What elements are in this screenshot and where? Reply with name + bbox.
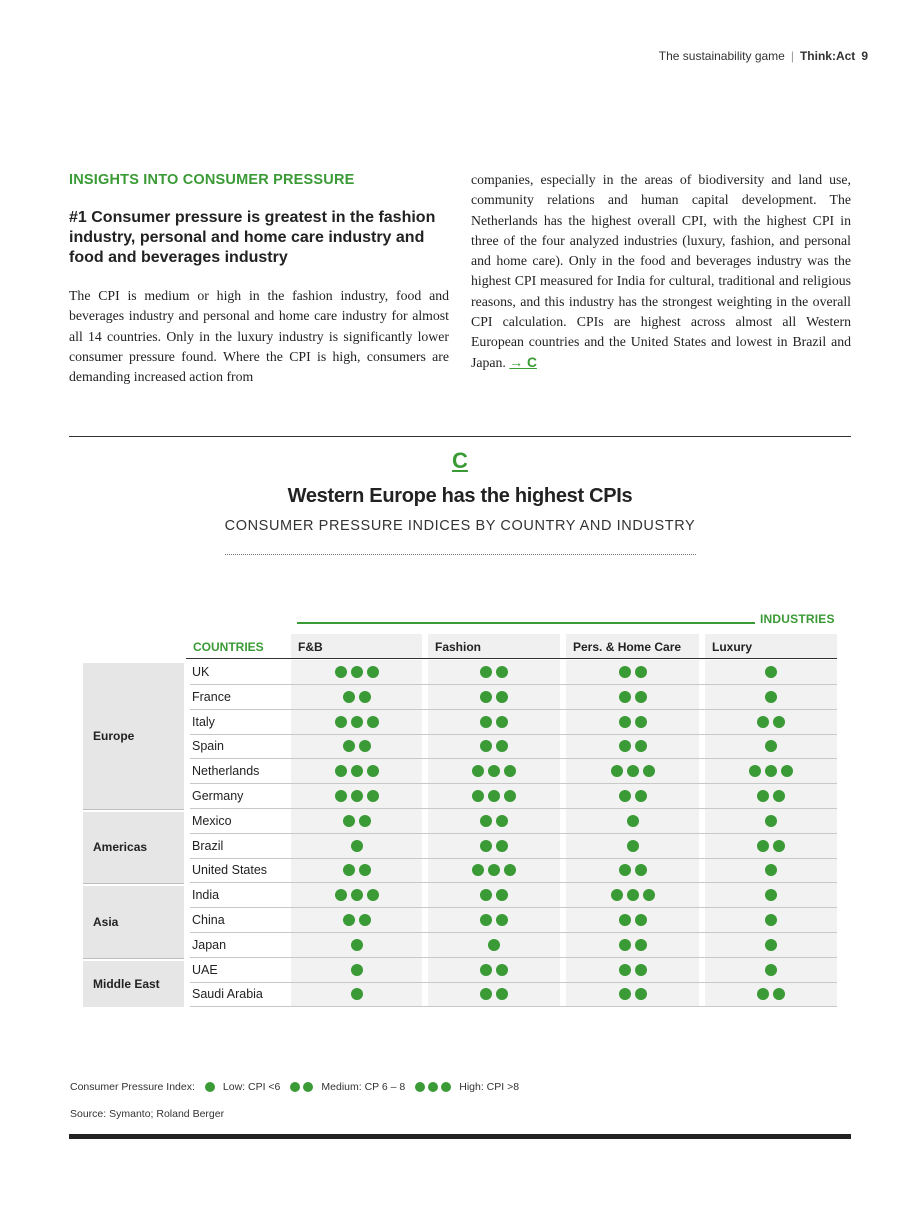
cpi-cell: [705, 834, 837, 858]
cpi-dot-icon: [627, 889, 639, 901]
cpi-dot-icon: [367, 716, 379, 728]
cpi-dot-icon: [359, 740, 371, 752]
cpi-dot-icon: [351, 716, 363, 728]
cpi-dot-icon: [765, 666, 777, 678]
cpi-dot-icon: [781, 765, 793, 777]
cpi-dot-icon: [627, 765, 639, 777]
cpi-dot-icon: [757, 790, 769, 802]
cpi-dot-icon: [480, 964, 492, 976]
legend-item-label: Low: CPI <6: [222, 1081, 281, 1093]
cpi-dot-icon: [635, 964, 647, 976]
cpi-cell: [291, 883, 422, 907]
article-column-right: [471, 170, 851, 373]
cpi-dot-icon: [619, 964, 631, 976]
region-label: Europe: [83, 663, 184, 809]
industry-column-header: Pers. & Home Care: [566, 634, 699, 659]
cpi-dot-icon: [480, 666, 492, 678]
page-number: 9: [861, 49, 868, 63]
cpi-cell: [291, 759, 422, 783]
cpi-dot-icon: [351, 988, 363, 1000]
cpi-dot-icon: [504, 864, 516, 876]
cpi-dot-icon: [290, 1082, 300, 1092]
arrow-right-icon: →: [509, 354, 524, 370]
cpi-dot-icon: [765, 740, 777, 752]
cpi-cell: [566, 958, 699, 982]
table-row: [190, 982, 837, 1007]
region-label: Americas: [83, 812, 184, 883]
cpi-cell: [428, 710, 560, 734]
cpi-dot-icon: [205, 1082, 215, 1092]
cpi-dot-icon: [488, 864, 500, 876]
cpi-dot-icon: [635, 716, 647, 728]
cpi-dot-icon: [343, 740, 355, 752]
page-header: [659, 49, 868, 63]
legend-item-label: Medium: CP 6 – 8: [321, 1081, 406, 1093]
cpi-dot-icon: [619, 666, 631, 678]
figure-title: Western Europe has the highest CPIs: [287, 485, 633, 507]
cpi-dot-icon: [496, 914, 508, 926]
cpi-dot-icon: [472, 790, 484, 802]
country-name: Spain: [192, 739, 224, 754]
cpi-cell: [566, 809, 699, 833]
cpi-dot-icon: [635, 939, 647, 951]
cpi-cell: [428, 784, 560, 808]
cpi-dot-icon: [496, 840, 508, 852]
cpi-cell: [566, 908, 699, 932]
region-divider: [83, 809, 184, 810]
cpi-dot-icon: [765, 914, 777, 926]
legend-item-label: High: CPI >8: [459, 1081, 520, 1093]
cpi-dot-icon: [635, 914, 647, 926]
legend-title: Consumer Pressure Index:: [70, 1081, 195, 1093]
section-subhead: #1 Consumer pressure is greatest in the fashion industry, personal and home care industry and food and beverages industry: [69, 209, 436, 266]
cpi-dot-icon: [359, 914, 371, 926]
cpi-dot-icon: [496, 740, 508, 752]
cpi-cell: [428, 883, 560, 907]
cpi-dot-icon: [635, 666, 647, 678]
cpi-cell: [705, 759, 837, 783]
figure-dotted-divider: [225, 554, 696, 555]
cpi-dot-icon: [351, 765, 363, 777]
cpi-dot-icon: [619, 716, 631, 728]
cpi-cell: [705, 933, 837, 957]
cpi-cell: [428, 809, 560, 833]
cpi-dot-icon: [504, 765, 516, 777]
cpi-dot-icon: [643, 765, 655, 777]
cpi-dot-icon: [611, 765, 623, 777]
cpi-dot-icon: [619, 914, 631, 926]
cpi-cell: [291, 834, 422, 858]
publication-title: The sustainability game: [658, 49, 785, 63]
cpi-dot-icon: [765, 939, 777, 951]
table-row: [190, 883, 837, 908]
cpi-cell: [566, 982, 699, 1006]
cpi-dot-icon: [504, 790, 516, 802]
country-name: France: [192, 689, 231, 704]
cpi-dot-icon: [773, 988, 785, 1000]
country-name: China: [192, 913, 225, 927]
cpi-cell: [428, 759, 560, 783]
cpi-cell: [291, 982, 422, 1006]
cpi-cell: [705, 958, 837, 982]
cpi-dot-icon: [367, 889, 379, 901]
cpi-cell: [428, 933, 560, 957]
cpi-cell: [705, 858, 837, 882]
cpi-dot-icon: [441, 1082, 451, 1092]
table-row: [190, 809, 837, 834]
country-name: Japan: [192, 937, 227, 952]
cpi-dot-icon: [480, 889, 492, 901]
table-row: [190, 834, 837, 859]
cpi-cell: [566, 660, 699, 684]
cpi-dot-icon: [367, 666, 379, 678]
cpi-dot-icon: [335, 765, 347, 777]
figure-top-rule: [69, 436, 851, 437]
industry-column-header: F&B: [291, 634, 422, 659]
cpi-dot-icon: [619, 740, 631, 752]
cpi-cell: [566, 858, 699, 882]
cpi-cell: [705, 809, 837, 833]
cpi-dot-icon: [335, 716, 347, 728]
industries-label: INDUSTRIES: [760, 612, 835, 626]
table-row: [190, 858, 837, 883]
cpi-dot-icon: [765, 765, 777, 777]
table-row: [190, 660, 837, 685]
table-row: [190, 759, 837, 784]
country-name: United States: [192, 863, 268, 878]
cpi-dot-icon: [757, 716, 769, 728]
cpi-cell: [566, 883, 699, 907]
cpi-dot-icon: [428, 1082, 438, 1092]
country-name: Italy: [192, 714, 215, 729]
industry-column-header: Fashion: [428, 634, 560, 659]
cpi-dot-icon: [496, 666, 508, 678]
figure-subtitle: CONSUMER PRESSURE INDICES BY COUNTRY AND INDUSTRY: [224, 518, 696, 534]
cpi-dot-icon: [367, 765, 379, 777]
cpi-cell: [291, 660, 422, 684]
cpi-cell: [566, 759, 699, 783]
section-kicker: INSIGHTS INTO CONSUMER PRESSURE: [69, 172, 355, 188]
cpi-dot-icon: [619, 939, 631, 951]
cpi-dot-icon: [496, 716, 508, 728]
cpi-cell: [705, 660, 837, 684]
figure-reference-label: C: [526, 354, 537, 370]
cpi-cell: [428, 908, 560, 932]
country-name: India: [192, 888, 220, 903]
cpi-dot-icon: [480, 988, 492, 1000]
cpi-dot-icon: [635, 790, 647, 802]
cpi-dot-icon: [343, 691, 355, 703]
body-paragraph-right: [471, 170, 851, 373]
cpi-dot-icon: [335, 889, 347, 901]
cpi-dot-icon: [415, 1082, 425, 1092]
cpi-dot-icon: [343, 914, 355, 926]
region-divider: [83, 883, 184, 884]
cpi-dot-icon: [480, 691, 492, 703]
table-row: [190, 908, 837, 933]
cpi-cell: [566, 834, 699, 858]
cpi-dot-icon: [627, 840, 639, 852]
cpi-cell: [566, 685, 699, 709]
cpi-cell: [566, 734, 699, 758]
cpi-dot-icon: [496, 988, 508, 1000]
countries-column-header: COUNTRIES: [193, 639, 264, 654]
cpi-cell: [291, 685, 422, 709]
cpi-dot-icon: [635, 740, 647, 752]
cpi-dot-icon: [343, 815, 355, 827]
cpi-dot-icon: [480, 815, 492, 827]
cpi-dot-icon: [765, 889, 777, 901]
region-label: Asia: [83, 886, 184, 957]
cpi-cell: [705, 784, 837, 808]
cpi-dot-icon: [359, 691, 371, 703]
figure-letter: C: [452, 448, 468, 473]
country-name: UAE: [192, 962, 218, 977]
cpi-dot-icon: [488, 765, 500, 777]
cpi-dot-icon: [343, 864, 355, 876]
cpi-dot-icon: [619, 790, 631, 802]
table-row: [190, 710, 837, 735]
country-name: Saudi Arabia: [192, 987, 263, 1002]
cpi-dot-icon: [351, 939, 363, 951]
industry-column-header: Luxury: [705, 634, 837, 659]
cpi-dot-icon: [496, 691, 508, 703]
brand-name: Think:Act: [799, 49, 856, 63]
country-name: UK: [192, 665, 210, 679]
cpi-cell: [428, 858, 560, 882]
cpi-dot-icon: [619, 691, 631, 703]
cpi-dot-icon: [480, 914, 492, 926]
cpi-cell: [428, 958, 560, 982]
cpi-cell: [705, 908, 837, 932]
country-name: Germany: [192, 789, 244, 803]
cpi-dot-icon: [635, 691, 647, 703]
region-divider: [83, 958, 184, 959]
cpi-cell: [428, 685, 560, 709]
cpi-cell: [291, 908, 422, 932]
cpi-dot-icon: [773, 716, 785, 728]
cpi-cell: [291, 933, 422, 957]
cpi-cell: [428, 660, 560, 684]
cpi-dot-icon: [488, 790, 500, 802]
cpi-cell: [291, 710, 422, 734]
cpi-cell: [705, 982, 837, 1006]
table-row: [190, 784, 837, 809]
cpi-dot-icon: [765, 815, 777, 827]
cpi-cell: [566, 933, 699, 957]
cpi-dot-icon: [627, 815, 639, 827]
country-name: Brazil: [192, 838, 224, 853]
cpi-dot-icon: [635, 988, 647, 1000]
cpi-dot-icon: [749, 765, 761, 777]
cpi-dot-icon: [472, 765, 484, 777]
cpi-dot-icon: [472, 864, 484, 876]
country-name: Mexico: [192, 813, 232, 828]
legend-item: [205, 1081, 281, 1093]
article-column-left: [69, 170, 449, 387]
cpi-dot-icon: [643, 889, 655, 901]
cpi-dot-icon: [367, 790, 379, 802]
country-name: Netherlands: [192, 764, 260, 779]
body-paragraph-left: The CPI is medium or high in the fashion industry, food and beverages industry and personal and home care industry for almost all 14 countries. Only in the luxury industry is significantly lower consumer pressure found. Where the CPI is high, consumers are demanding increased action from: [69, 288, 449, 385]
table-header-rule: [186, 658, 837, 659]
cpi-dot-icon: [351, 889, 363, 901]
cpi-cell: [705, 883, 837, 907]
cpi-cell: [428, 834, 560, 858]
table-row: [190, 958, 837, 983]
page-bottom-rule: [69, 1134, 851, 1139]
cpi-dot-icon: [496, 889, 508, 901]
cpi-dot-icon: [635, 864, 647, 876]
table-row: [190, 734, 837, 759]
cpi-cell: [705, 710, 837, 734]
cpi-cell: [291, 809, 422, 833]
cpi-cell: [291, 734, 422, 758]
cpi-dot-icon: [496, 815, 508, 827]
cpi-dot-icon: [619, 864, 631, 876]
cpi-cell: [566, 784, 699, 808]
cpi-dot-icon: [351, 964, 363, 976]
cpi-dot-icon: [359, 815, 371, 827]
cpi-cell: [428, 982, 560, 1006]
cpi-dot-icon: [335, 790, 347, 802]
cpi-dot-icon: [619, 988, 631, 1000]
cpi-dot-icon: [757, 988, 769, 1000]
region-label: Middle East: [83, 961, 184, 1008]
body-paragraph-right-text: companies, especially in the areas of biodiversity and land use, community relations and human capital development. The Netherlands has the highest overall CPI, with the highest CPI in three of the four analyzed industries (luxury, fashion, and personal and home care). Only in the food and beverages industry was the highest CPI measured for India for cultural, traditional and religious reasons, and this industry has the strongest weighting in the overall CPI calculation. CPIs are highest across almost all Western European countries and the United States and lowest in Brazil and Japan.: [471, 172, 851, 370]
cpi-dot-icon: [480, 716, 492, 728]
cpi-cell: [428, 734, 560, 758]
cpi-cell: [705, 734, 837, 758]
cpi-dot-icon: [765, 691, 777, 703]
cpi-cell: [291, 958, 422, 982]
cpi-legend: [70, 1081, 519, 1093]
legend-item: [290, 1081, 405, 1093]
cpi-cell: [566, 710, 699, 734]
cpi-dot-icon: [773, 790, 785, 802]
cpi-cell: [291, 858, 422, 882]
cpi-dot-icon: [765, 864, 777, 876]
cpi-dot-icon: [480, 840, 492, 852]
cpi-cell: [705, 685, 837, 709]
cpi-dot-icon: [335, 666, 347, 678]
industries-rule: [297, 622, 755, 624]
table-row: [190, 685, 837, 710]
cpi-dot-icon: [757, 840, 769, 852]
legend-item: [415, 1081, 519, 1093]
cpi-dot-icon: [303, 1082, 313, 1092]
source-note: Source: Symanto; Roland Berger: [70, 1108, 225, 1120]
cpi-dot-icon: [351, 840, 363, 852]
cpi-dot-icon: [359, 864, 371, 876]
cpi-dot-icon: [765, 964, 777, 976]
cpi-dot-icon: [488, 939, 500, 951]
figure-reference-link[interactable]: [509, 355, 537, 370]
table-row: [190, 933, 837, 958]
cpi-dot-icon: [611, 889, 623, 901]
cpi-dot-icon: [351, 790, 363, 802]
cpi-dot-icon: [773, 840, 785, 852]
cpi-dot-icon: [351, 666, 363, 678]
cpi-dot-icon: [480, 740, 492, 752]
header-separator: |: [790, 49, 794, 63]
cpi-cell: [291, 784, 422, 808]
cpi-dot-icon: [496, 964, 508, 976]
